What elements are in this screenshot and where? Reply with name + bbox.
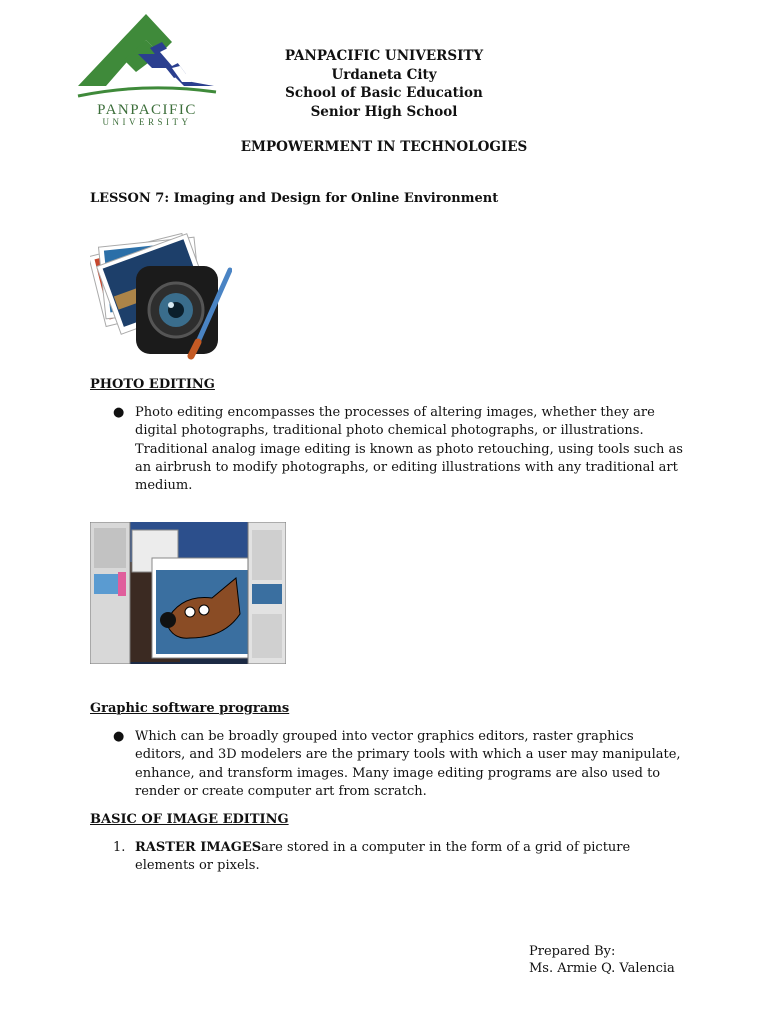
bullet-icon: ● <box>113 405 125 420</box>
graphic-software-heading: Graphic software programs <box>90 701 290 716</box>
graphic-software-text: Which can be broadly grouped into vector graphics editors, raster graphics editors, and 3D modelers are the primary tools with which a user may manipulate, enhance, and transform images. Many image editing programs are also used to render or create computer art from scratch. <box>135 729 681 799</box>
prepared-by-name: Ms. Armie Q. Valencia <box>529 961 675 976</box>
list-number: 1. <box>113 840 126 855</box>
course-title: EMPOWERMENT IN TECHNOLOGIES <box>240 139 528 155</box>
photo-editor-icon <box>90 224 232 360</box>
raster-images-item <box>135 839 683 876</box>
photo-editing-text: Photo editing encompasses the processes of altering images, whether they are digital photographs, traditional photo chemical photographs, or illustrations. Traditional analog image editing is known as photo retouching, using tools such as an airbrush to modify photographs, or editing illustrations with any traditional art medium. <box>135 405 683 494</box>
division-name: Senior High School <box>310 103 458 120</box>
university-name: PANPACIFIC UNIVERSITY <box>284 48 484 64</box>
raster-images-term: RASTER IMAGES <box>135 840 262 855</box>
prepared-by <box>529 943 675 977</box>
logo-name: PANPACIFIC <box>97 102 197 118</box>
gimp-screenshot <box>90 522 286 664</box>
lesson-title: LESSON 7: Imaging and Design for Online Environment <box>90 191 499 206</box>
bullet-icon: ● <box>113 729 125 744</box>
photo-editing-heading: PHOTO EDITING <box>90 377 215 392</box>
raster-images-text: are stored in a computer in the form of a grid of picture elements or pixels. <box>135 840 631 874</box>
city-name: Urdaneta City <box>331 66 437 83</box>
school-name: School of Basic Education <box>285 85 483 101</box>
prepared-by-label: Prepared By: <box>529 944 616 959</box>
school-header <box>240 47 528 121</box>
basic-image-editing-heading: BASIC OF IMAGE EDITING <box>90 812 289 827</box>
logo-sub: UNIVERSITY <box>102 117 192 127</box>
